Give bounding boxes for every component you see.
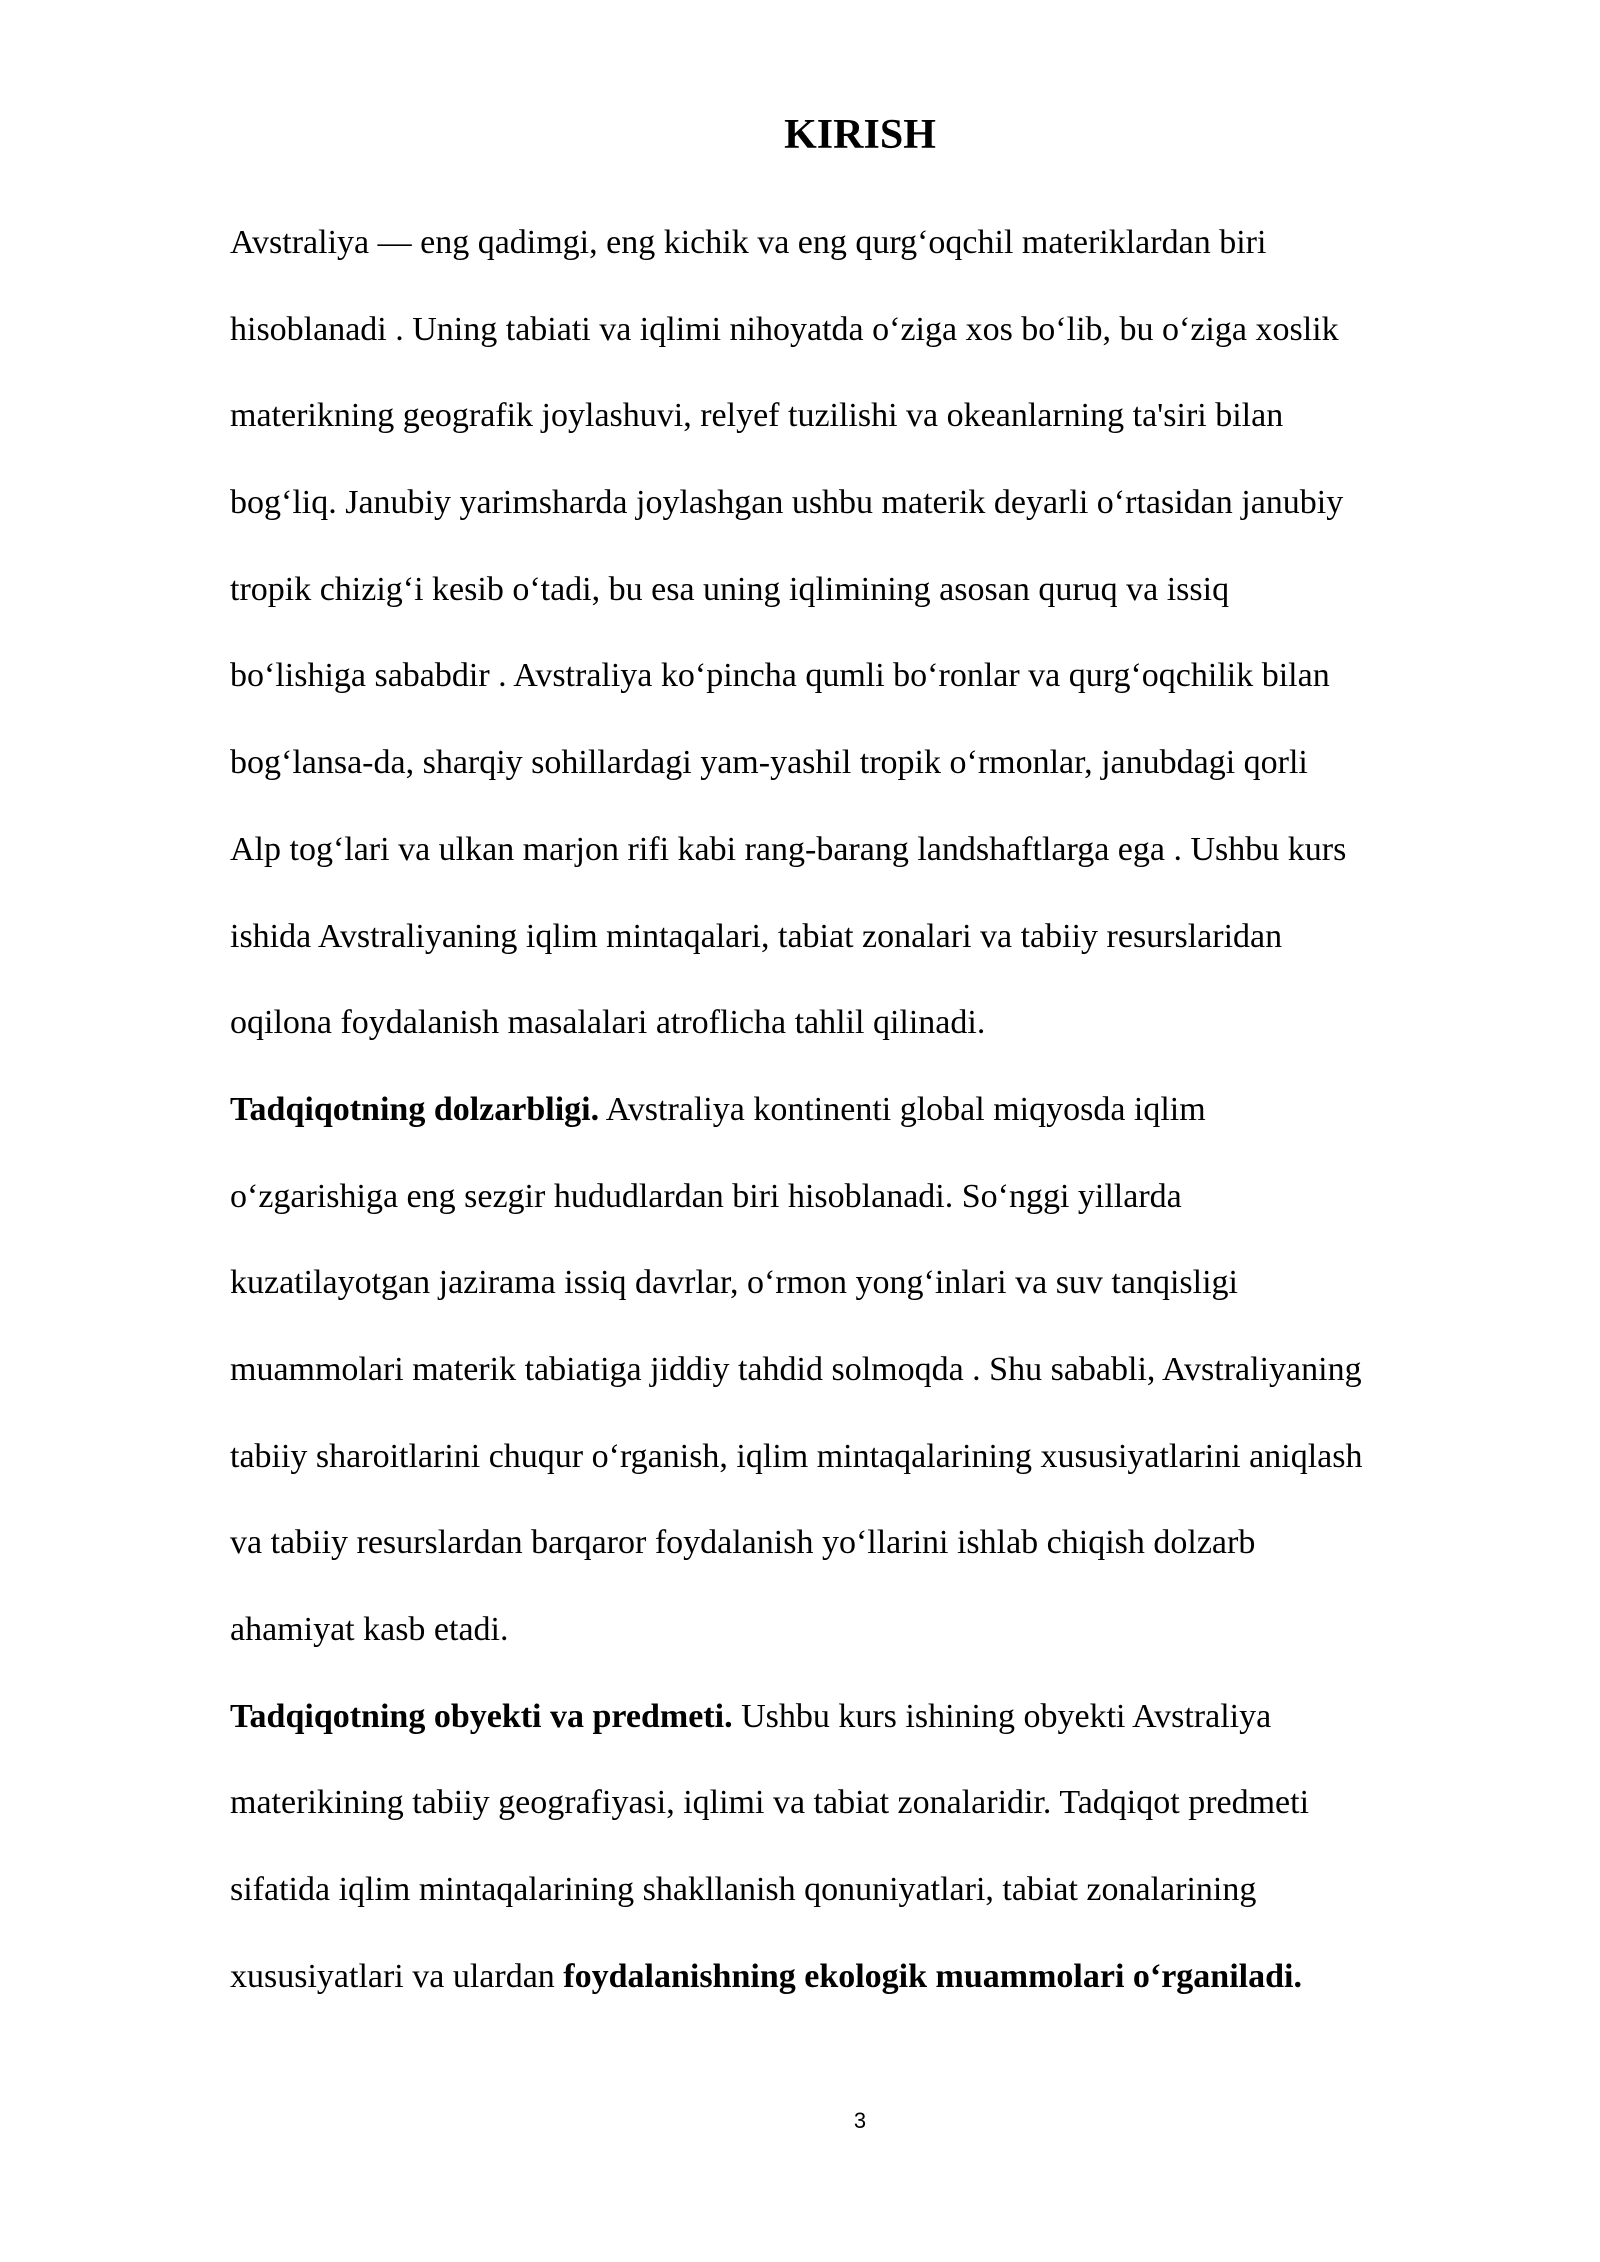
text-segment: Avstraliya kontinenti global miqyosda iqlim	[605, 1090, 1206, 1128]
text-line: muammolari materik tabiatiga jiddiy tahdid solmoqda . Shu sababli, Avstraliyaning	[230, 1350, 1362, 1388]
text-line: Alp tog‘lari va ulkan marjon rifi kabi rang-barang landshaftlarga ega . Ushbu kurs	[230, 830, 1347, 868]
text-line: ishida Avstraliyaning iqlim mintaqalari, tabiat zonalari va tabiiy resurslaridan	[230, 917, 1283, 955]
text-line: kuzatilayotgan jazirama issiq davrlar, o‘rmon yong‘inlari va suv tanqisligi	[230, 1264, 1238, 1302]
text-line: tropik chizig‘i kesib o‘tadi, bu esa uning iqlimining asosan quruq va issiq	[230, 570, 1230, 608]
text-line: Avstraliya — eng qadimgi, eng kichik va eng qurg‘oqchil materiklardan biri	[230, 224, 1267, 261]
relevance-heading: Tadqiqotning dolzarbligi.	[230, 1090, 600, 1128]
text-line: ahamiyat kasb etadi.	[230, 1611, 509, 1648]
text-line: oqilona foydalanish masalalari atroflicha tahlil qilinadi.	[230, 1004, 986, 1042]
page-number: 3	[853, 2108, 867, 2133]
final-line	[230, 1934, 1520, 2021]
text-line: hisoblanadi . Uning tabiati va iqlimi nihoyatda o‘ziga xos bo‘lib, bu o‘ziga xoslik	[230, 310, 1339, 348]
text-line: tabiiy sharoitlarini chuqur o‘rganish, iqlim mintaqalarining xususiyatlarini aniqlash	[230, 1437, 1363, 1475]
text-segment: Ushbu kurs ishining obyekti Avstraliya	[741, 1697, 1272, 1735]
text-line: sifatida iqlim mintaqalarining shakllanish qonuniyatlari, tabiat zonalarining	[230, 1871, 1257, 1909]
text-segment: xususiyatlari va ulardan	[230, 1957, 564, 1995]
page-title: KIRISH	[784, 112, 936, 158]
text-line: bo‘lishiga sababdir . Avstraliya ko‘pincha qumli bo‘ronlar va qurg‘oqchilik bilan	[230, 657, 1330, 695]
text-line: bog‘liq. Janubiy yarimsharda joylashgan ushbu materik deyarli o‘rtasidan janubiy	[230, 484, 1344, 522]
text-line: bog‘lansa-da, sharqiy sohillardagi yam-yashil tropik o‘rmonlar, janubdagi qorli	[230, 744, 1308, 782]
document-body	[230, 200, 1520, 2020]
object-heading: Tadqiqotning obyekti va predmeti.	[230, 1697, 733, 1735]
relevance-first-line	[230, 1067, 1520, 1154]
text-line: materikning geografik joylashuvi, relyef tuzilishi va okeanlarning ta'siri bilan	[230, 397, 1284, 435]
final-bold-text: foydalanishning ekologik muammolari o‘rganiladi.	[563, 1957, 1302, 1995]
text-line: o‘zgarishiga eng sezgir hududlardan biri hisoblanadi. So‘nggi yillarda	[230, 1177, 1182, 1215]
object-first-line	[230, 1674, 1520, 1761]
text-line: materikining tabiiy geografiyasi, iqlimi va tabiat zonalaridir. Tadqiqot predmeti	[230, 1784, 1310, 1822]
text-line: va tabiiy resurslardan barqaror foydalanish yo‘llarini ishlab chiqish dolzarb	[230, 1524, 1256, 1562]
